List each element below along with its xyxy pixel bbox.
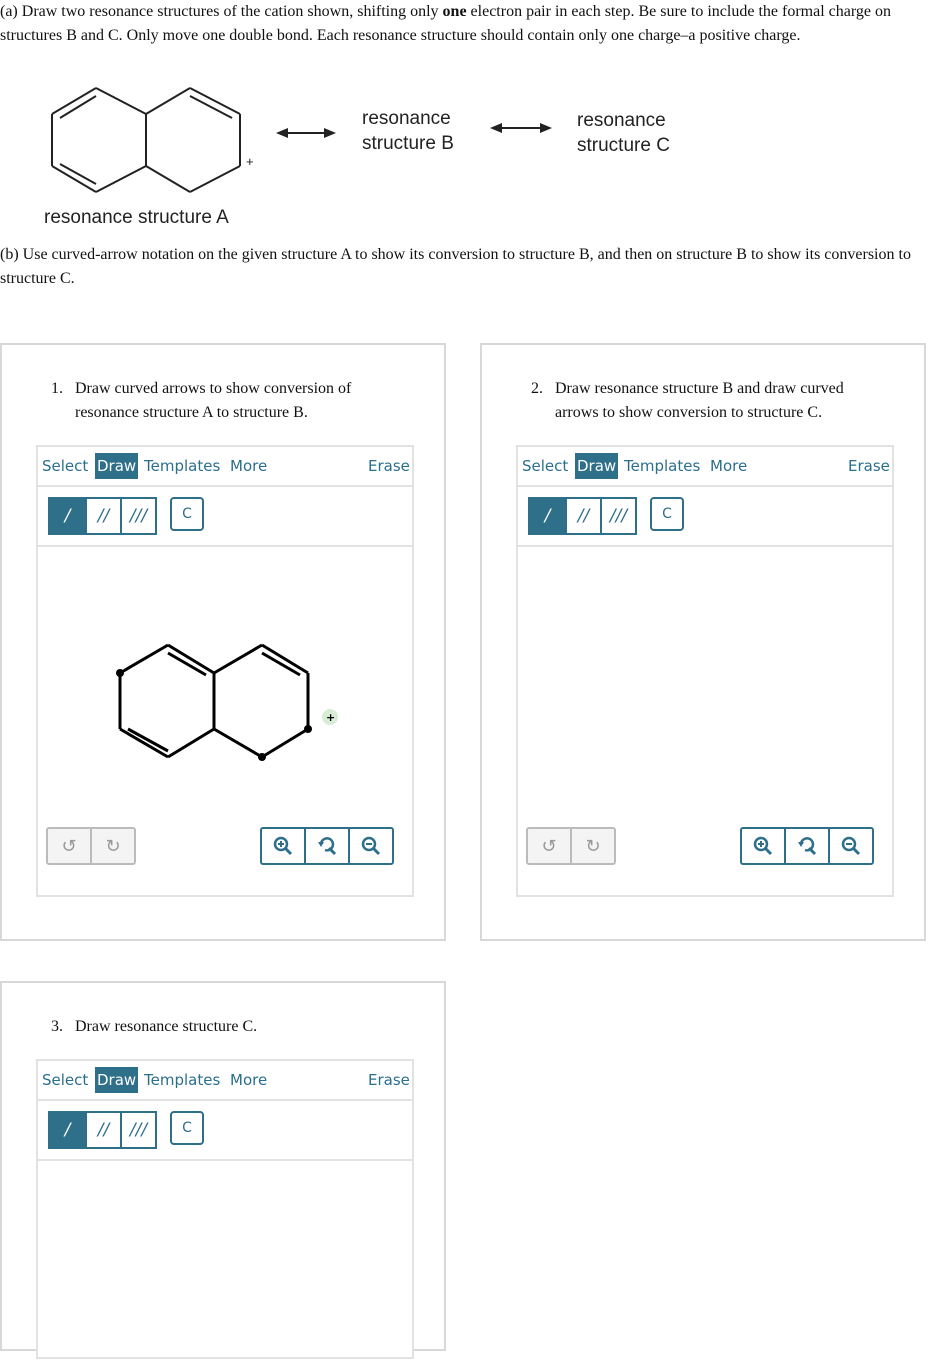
erase-button[interactable]: Erase — [368, 457, 410, 475]
drawing-canvas[interactable] — [38, 1161, 412, 1361]
more-tab[interactable]: More — [230, 457, 268, 475]
atom-dot[interactable] — [116, 669, 124, 677]
single-bond-button[interactable]: / — [50, 499, 85, 533]
single-bond-button[interactable]: / — [530, 499, 565, 533]
draw-tab[interactable]: Draw — [95, 453, 138, 479]
bond-tools — [518, 487, 892, 547]
panel-1-instruction: 1. Draw curved arrows to show conversion of resonance structure A to structure B. — [51, 380, 352, 421]
panel-3-instruction: 3. Draw resonance structure C. — [51, 1018, 258, 1035]
more-tab[interactable]: More — [710, 457, 748, 475]
label-structure-b: resonance structure B — [362, 108, 454, 154]
carbon-atom-button[interactable]: C — [170, 1111, 204, 1145]
label-structure-a: resonance structure A — [44, 207, 229, 228]
undo-redo-group — [46, 827, 136, 865]
atom-dot[interactable] — [258, 753, 266, 761]
triple-bond-button[interactable]: /// — [600, 499, 635, 533]
select-tab[interactable]: Select — [522, 457, 569, 475]
double-bond-button[interactable]: // — [565, 499, 600, 533]
triple-bond-button[interactable]: /// — [120, 499, 155, 533]
panel-2 — [480, 343, 926, 941]
erase-button[interactable]: Erase — [848, 457, 890, 475]
templates-tab[interactable]: Templates — [624, 457, 701, 475]
zoom-group — [740, 827, 874, 865]
panel-2-editor — [516, 445, 894, 897]
carbon-atom-button[interactable]: C — [170, 497, 204, 531]
bond-tools — [38, 1101, 412, 1161]
erase-button[interactable]: Erase — [368, 1071, 410, 1089]
panel-1-editor — [36, 445, 414, 897]
drawing-canvas[interactable] — [38, 547, 412, 899]
zoom-out-icon[interactable] — [348, 829, 392, 863]
zoom-group — [260, 827, 394, 865]
more-tab[interactable]: More — [230, 1071, 268, 1089]
templates-tab[interactable]: Templates — [144, 1071, 221, 1089]
single-bond-button[interactable]: / — [50, 1113, 85, 1147]
double-bond-button[interactable]: // — [85, 1113, 120, 1147]
double-bond-button[interactable]: // — [85, 499, 120, 533]
structure-a-plus: + — [246, 154, 254, 169]
editor-toolbar — [38, 1061, 412, 1101]
charge-plus: + — [326, 711, 336, 724]
redo-icon[interactable]: ↻ — [90, 829, 134, 863]
undo-redo-group — [526, 827, 616, 865]
redo-icon[interactable]: ↻ — [570, 829, 614, 863]
select-tab[interactable]: Select — [42, 457, 89, 475]
zoom-reset-icon[interactable] — [784, 829, 828, 863]
draw-tab[interactable]: Draw — [95, 1067, 138, 1093]
zoom-in-icon[interactable] — [742, 829, 784, 863]
label-structure-c: resonance structure C — [577, 110, 670, 156]
editor-toolbar — [518, 447, 892, 487]
panel-3 — [0, 981, 446, 1351]
bond-tools — [38, 487, 412, 547]
panel-2-instruction: 2. Draw resonance structure B and draw curved arrows to show conversion to structure C. — [531, 380, 844, 421]
draw-tab[interactable]: Draw — [575, 453, 618, 479]
resonance-arrow-bc — [490, 119, 552, 139]
carbon-atom-button[interactable]: C — [650, 497, 684, 531]
zoom-in-icon[interactable] — [262, 829, 304, 863]
templates-tab[interactable]: Templates — [144, 457, 221, 475]
question-part-b: (b) Use curved-arrow notation on the given structure A to show its conversion to structure B, and then on structure B to show its conversion to structure C. — [0, 246, 911, 287]
undo-icon[interactable]: ↺ — [541, 835, 557, 857]
panel-3-editor — [36, 1059, 414, 1359]
atom-dot[interactable] — [304, 725, 312, 733]
zoom-out-icon[interactable] — [828, 829, 872, 863]
zoom-reset-icon[interactable] — [304, 829, 348, 863]
undo-icon[interactable]: ↺ — [61, 835, 77, 857]
resonance-arrow-ab — [276, 124, 336, 144]
editor-toolbar — [38, 447, 412, 487]
select-tab[interactable]: Select — [42, 1071, 89, 1089]
structure-a-drawing[interactable] — [108, 637, 348, 767]
question-part-a: (a) Draw two resonance structures of the cation shown, shifting only one electron pair in each step. Be sure to include the formal charge on structures B and C. Only move one double bond. Each resonance structure should contain only one charge–a positive charge. — [0, 3, 891, 44]
triple-bond-button[interactable]: /// — [120, 1113, 155, 1147]
panel-1 — [0, 343, 446, 941]
structure-a-diagram — [40, 80, 270, 200]
drawing-canvas[interactable] — [518, 547, 892, 899]
